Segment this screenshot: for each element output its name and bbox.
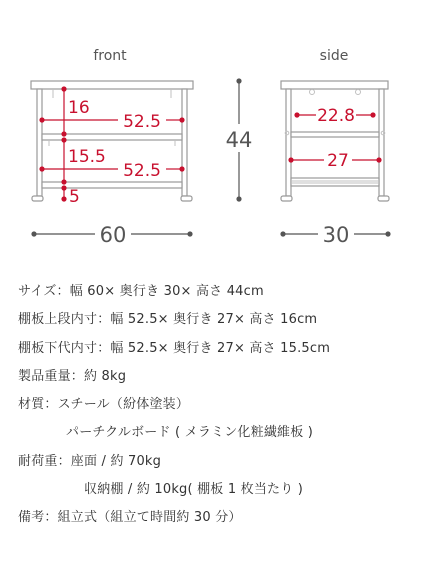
front-lower-width-label: 52.5: [123, 161, 161, 181]
front-right-leg: [182, 89, 187, 196]
front-bottom-gap-label: 5: [69, 187, 80, 207]
side-right-foot: [378, 196, 389, 201]
side-depth-label: 30: [322, 223, 350, 247]
spec-material-board: パーチクルボード ( メラミン化粧繊維板 ): [66, 425, 314, 441]
front-view-drawing: [31, 81, 193, 201]
spec-lower-shelf-inner: 棚板下代内寸：幅 52.5× 奥行き 27× 高さ 15.5cm: [18, 340, 331, 356]
side-upper-depth-label: 22.8: [317, 106, 355, 126]
front-left-foot: [32, 196, 43, 201]
front-view-label: front: [93, 48, 127, 64]
side-lower-depth-label: 27: [327, 151, 349, 171]
spec-load-shelf: 収納棚 / 約 10kg( 棚板 1 枚当たり ): [84, 482, 304, 498]
height-total-label: 44: [225, 128, 253, 152]
side-top-board: [281, 81, 388, 89]
side-middle-shelf: [291, 132, 379, 137]
side-left-foot: [281, 196, 292, 201]
spec-material: 材質：スチール（紛体塗装）: [18, 397, 190, 413]
front-upper-height-label: 16: [68, 98, 90, 118]
front-upper-width-label: 52.5: [123, 112, 161, 132]
front-width-label: 60: [99, 223, 127, 247]
front-right-foot: [181, 196, 192, 201]
spec-notes: 備考：組立式（組立て時間約 30 分）: [18, 510, 242, 526]
front-top-board: [31, 81, 193, 89]
side-bottom-shelf: [291, 178, 379, 186]
spec-upper-shelf-inner: 棚板上段内寸：幅 52.5× 奥行き 27× 高さ 16cm: [18, 312, 318, 328]
dimension-diagram: [0, 0, 430, 270]
spec-list: [18, 282, 418, 537]
front-lower-height-label: 15.5: [68, 147, 106, 167]
spec-load-seat: 耐荷重：座面 / 約 70kg: [18, 453, 162, 469]
spec-size: サイズ：幅 60× 奥行き 30× 高さ 44cm: [18, 284, 264, 299]
side-view-label: side: [319, 48, 349, 64]
side-right-leg: [379, 89, 384, 196]
spec-weight: 製品重量：約 8kg: [18, 368, 127, 384]
side-left-leg: [286, 89, 291, 196]
front-left-leg: [37, 89, 42, 196]
